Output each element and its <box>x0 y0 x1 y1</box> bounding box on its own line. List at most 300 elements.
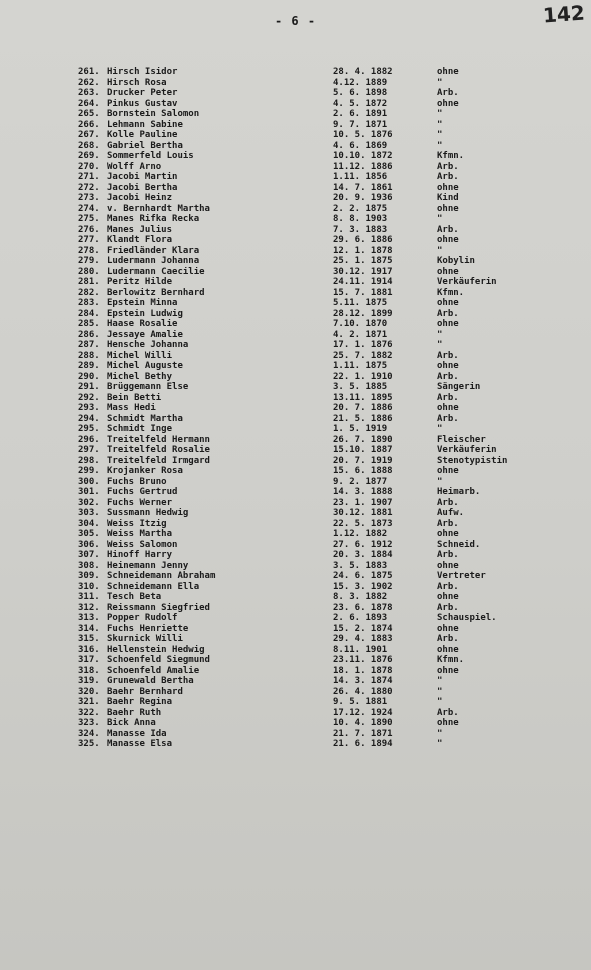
entry-name: Bornstein Salomon <box>107 109 200 119</box>
list-item <box>0 340 591 351</box>
entry-name: Jacobi Heinz <box>107 193 173 203</box>
entry-number: 301. <box>78 487 100 497</box>
list-item <box>0 550 591 561</box>
entry-number: 276. <box>78 224 100 235</box>
list-item <box>0 256 591 267</box>
entry-occupation: " <box>437 739 443 749</box>
entry-date: 5.11. 1875 <box>333 298 388 308</box>
entry-name: Tesch Beta <box>107 592 162 602</box>
entry-occupation: ohne <box>437 592 459 602</box>
entry-number: 273. <box>78 193 100 203</box>
entry-name: Friedländer Klara <box>107 245 200 256</box>
entry-number: 322. <box>78 707 100 718</box>
entry-date: 1.12. 1882 <box>333 529 388 539</box>
entry-number: 290. <box>78 371 100 382</box>
entry-date: 23. 1. 1907 <box>333 497 393 508</box>
list-item <box>0 162 591 173</box>
entry-number: 320. <box>78 686 100 697</box>
list-item <box>0 529 591 540</box>
entry-name: Lehmann Sabine <box>107 119 183 130</box>
entry-number: 304. <box>78 518 100 529</box>
entry-date: 1. 5. 1919 <box>333 424 388 434</box>
entry-name: Reissmann Siegfried <box>107 602 210 613</box>
entry-number: 298. <box>78 455 100 466</box>
list-item <box>0 508 591 519</box>
list-item <box>0 172 591 183</box>
entry-date: 15. 2. 1874 <box>333 623 393 634</box>
entry-number: 286. <box>78 329 100 340</box>
list-item <box>0 109 591 120</box>
entry-number: 264. <box>78 98 100 109</box>
list-item <box>0 330 591 341</box>
entry-occupation: " <box>437 214 443 224</box>
entry-number: 262. <box>78 77 100 88</box>
list-item <box>0 624 591 635</box>
list-item <box>0 309 591 320</box>
entry-number: 265. <box>78 109 100 119</box>
entry-date: 2. 6. 1891 <box>333 109 388 119</box>
entry-occupation: " <box>437 245 443 256</box>
entry-date: 22. 1. 1910 <box>333 371 393 382</box>
entry-number: 282. <box>78 287 100 298</box>
entry-name: Schmidt Inge <box>107 424 173 434</box>
entry-name: Manasse Ida <box>107 728 167 739</box>
entry-number: 310. <box>78 581 100 592</box>
entry-occupation: Arb. <box>437 392 459 403</box>
entry-date: 10. 5. 1876 <box>333 130 393 140</box>
entry-number: 311. <box>78 592 100 602</box>
entry-occupation: Schauspiel. <box>437 613 497 623</box>
entry-occupation: Vertreter <box>437 571 486 581</box>
list-item <box>0 267 591 278</box>
entry-number: 289. <box>78 361 100 371</box>
entry-date: 23. 6. 1878 <box>333 602 393 613</box>
entry-number: 261. <box>78 67 100 77</box>
entry-occupation: Kfmn. <box>437 655 465 665</box>
entry-date: 20. 3. 1884 <box>333 550 393 560</box>
entry-date: 2. 2. 1875 <box>333 203 388 214</box>
entry-date: 22. 5. 1873 <box>333 518 393 529</box>
list-item <box>0 204 591 215</box>
entry-name: Weiss Martha <box>107 529 173 539</box>
entry-number: 315. <box>78 634 100 644</box>
entry-name: Fuchs Werner <box>107 497 173 508</box>
entry-name: Manasse Elsa <box>107 739 173 749</box>
entry-date: 1.11. 1856 <box>333 172 388 182</box>
entry-name: Hensche Johanna <box>107 340 189 350</box>
entry-occupation: Arb. <box>437 581 459 592</box>
entry-name: Baehr Bernhard <box>107 686 183 697</box>
entry-occupation: Verkäuferin <box>437 277 497 287</box>
entry-occupation: ohne <box>437 98 459 109</box>
entry-date: 21. 7. 1871 <box>333 728 393 739</box>
entry-date: 15. 3. 1902 <box>333 581 393 592</box>
entry-occupation: ohne <box>437 182 459 193</box>
list-item <box>0 193 591 204</box>
list-item <box>0 99 591 110</box>
list-item <box>0 645 591 656</box>
entry-number: 305. <box>78 529 100 539</box>
entry-date: 13.11. 1895 <box>333 392 393 403</box>
entry-occupation: Heimarb. <box>437 487 481 497</box>
entry-occupation: ohne <box>437 319 459 329</box>
entry-occupation: Kfmn. <box>437 151 465 161</box>
entry-name: Heinemann Jenny <box>107 560 189 571</box>
entry-number: 321. <box>78 697 100 707</box>
entry-date: 14. 3. 1888 <box>333 487 393 497</box>
entry-date: 27. 6. 1912 <box>333 539 393 550</box>
entry-name: Fuchs Bruno <box>107 476 167 487</box>
entry-name: v. Bernhardt Martha <box>107 203 210 214</box>
entry-number: 283. <box>78 298 100 308</box>
entry-name: Michel Bethy <box>107 371 173 382</box>
list-item <box>0 718 591 729</box>
entry-date: 29. 6. 1886 <box>333 235 393 245</box>
list-item <box>0 582 591 593</box>
entry-number: 279. <box>78 256 100 266</box>
entry-date: 12. 1. 1878 <box>333 245 393 256</box>
entry-name: Popper Rudolf <box>107 613 178 623</box>
entry-date: 15. 7. 1881 <box>333 287 393 298</box>
entry-name: Hinoff Harry <box>107 550 173 560</box>
entry-number: 300. <box>78 476 100 487</box>
entry-occupation: Aufw. <box>437 508 465 518</box>
entry-number: 307. <box>78 550 100 560</box>
entry-occupation: " <box>437 329 443 340</box>
entry-name: Bein Betti <box>107 392 162 403</box>
entry-date: 9. 2. 1877 <box>333 476 388 487</box>
entry-number: 270. <box>78 161 100 172</box>
entry-number: 269. <box>78 151 100 161</box>
entry-occupation: Arb. <box>437 707 459 718</box>
list-item <box>0 435 591 446</box>
list-item <box>0 424 591 435</box>
entry-number: 309. <box>78 571 100 581</box>
entry-date: 15. 6. 1888 <box>333 466 393 476</box>
entry-date: 9. 7. 1871 <box>333 119 388 130</box>
entry-occupation: ohne <box>437 235 459 245</box>
entry-occupation: " <box>437 130 443 140</box>
entry-name: Schoenfeld Amalie <box>107 665 200 676</box>
list-item <box>0 487 591 498</box>
archive-number: 142 <box>542 0 586 28</box>
entry-name: Mass Hedi <box>107 403 156 413</box>
list-item <box>0 466 591 477</box>
entry-date: 20. 7. 1886 <box>333 403 393 413</box>
entry-occupation: ohne <box>437 203 459 214</box>
entry-date: 4. 5. 1872 <box>333 98 388 109</box>
entry-name: Ludermann Caecilie <box>107 266 205 277</box>
entry-name: Weiss Salomon <box>107 539 178 550</box>
entry-number: 263. <box>78 88 100 98</box>
entry-occupation: ohne <box>437 67 459 77</box>
entry-name: Sommerfeld Louis <box>107 151 194 161</box>
entry-date: 10. 4. 1890 <box>333 718 393 728</box>
entry-occupation: ohne <box>437 403 459 413</box>
entry-date: 24. 6. 1875 <box>333 571 393 581</box>
entry-number: 296. <box>78 434 100 445</box>
entry-date: 26. 7. 1890 <box>333 434 393 445</box>
entry-date: 28.12. 1899 <box>333 308 393 319</box>
list-item <box>0 183 591 194</box>
entry-number: 288. <box>78 350 100 361</box>
entry-occupation: Verkäuferin <box>437 445 497 455</box>
list-item <box>0 403 591 414</box>
entry-number: 317. <box>78 655 100 665</box>
entry-number: 294. <box>78 413 100 424</box>
list-item <box>0 151 591 162</box>
list-item <box>0 235 591 246</box>
entry-number: 303. <box>78 508 100 518</box>
list-item <box>0 697 591 708</box>
entry-name: Pinkus Gustav <box>107 98 178 109</box>
entry-occupation: " <box>437 424 443 434</box>
entry-name: Treitelfeld Irmgard <box>107 455 210 466</box>
list-item <box>0 225 591 236</box>
entry-date: 14. 3. 1874 <box>333 676 393 686</box>
entry-number: 313. <box>78 613 100 623</box>
entry-date: 24.11. 1914 <box>333 277 393 287</box>
list-item <box>0 120 591 131</box>
entry-number: 316. <box>78 644 100 655</box>
entry-occupation: " <box>437 676 443 686</box>
list-item <box>0 613 591 624</box>
entry-name: Jacobi Bertha <box>107 182 178 193</box>
entry-date: 21. 6. 1894 <box>333 739 393 749</box>
list-item <box>0 319 591 330</box>
entry-number: 297. <box>78 445 100 455</box>
entry-name: Grunewald Bertha <box>107 676 194 686</box>
list-item <box>0 288 591 299</box>
entry-occupation: ohne <box>437 718 459 728</box>
entry-name: Manes Julius <box>107 224 173 235</box>
entry-date: 8. 3. 1882 <box>333 592 388 602</box>
entry-occupation: Arb. <box>437 497 459 508</box>
entry-date: 3. 5. 1883 <box>333 560 388 571</box>
list-item <box>0 382 591 393</box>
entry-number: 293. <box>78 403 100 413</box>
entry-occupation: Stenotypistin <box>437 455 508 466</box>
list-item <box>0 141 591 152</box>
entry-date: 8. 8. 1903 <box>333 214 388 224</box>
entry-date: 1.11. 1875 <box>333 361 388 371</box>
entry-occupation: Kfmn. <box>437 287 465 298</box>
entry-name: Drucker Peter <box>107 88 178 98</box>
entry-date: 7.10. 1870 <box>333 319 388 329</box>
entry-occupation: " <box>437 140 443 151</box>
entry-number: 266. <box>78 119 100 130</box>
entry-occupation: Kobylin <box>437 256 475 266</box>
entry-number: 292. <box>78 392 100 403</box>
entry-name: Michel Willi <box>107 350 173 361</box>
entry-number: 324. <box>78 728 100 739</box>
entry-occupation: " <box>437 697 443 707</box>
entry-number: 268. <box>78 140 100 151</box>
entry-name: Gabriel Bertha <box>107 140 183 151</box>
entry-occupation: Schneid. <box>437 539 481 550</box>
entry-date: 14. 7. 1861 <box>333 182 393 193</box>
entry-occupation: Arb. <box>437 371 459 382</box>
entry-number: 308. <box>78 560 100 571</box>
list-item <box>0 78 591 89</box>
entry-date: 25. 7. 1882 <box>333 350 393 361</box>
entry-name: Michel Auguste <box>107 361 183 371</box>
name-list <box>0 67 591 750</box>
entry-date: 4. 2. 1871 <box>333 329 388 340</box>
entry-number: 318. <box>78 665 100 676</box>
list-item <box>0 687 591 698</box>
list-item <box>0 88 591 99</box>
entry-name: Jacobi Martin <box>107 172 178 182</box>
entry-number: 285. <box>78 319 100 329</box>
list-item <box>0 666 591 677</box>
list-item <box>0 298 591 309</box>
entry-number: 302. <box>78 497 100 508</box>
entry-occupation: " <box>437 77 443 88</box>
entry-name: Epstein Ludwig <box>107 308 183 319</box>
list-item <box>0 477 591 488</box>
entry-date: 11.12. 1886 <box>333 161 393 172</box>
list-item <box>0 655 591 666</box>
entry-name: Schneidemann Abraham <box>107 571 216 581</box>
entry-number: 280. <box>78 266 100 277</box>
page-header: - 6 - <box>274 14 317 28</box>
entry-number: 325. <box>78 739 100 749</box>
entry-name: Schneidemann Ella <box>107 581 200 592</box>
entry-date: 26. 4. 1880 <box>333 686 393 697</box>
list-item <box>0 676 591 687</box>
entry-name: Wolff Arno <box>107 161 162 172</box>
entry-occupation: ohne <box>437 466 459 476</box>
entry-number: 295. <box>78 424 100 434</box>
list-item <box>0 246 591 257</box>
entry-number: 319. <box>78 676 100 686</box>
entry-occupation: Sängerin <box>437 382 481 392</box>
list-item <box>0 130 591 141</box>
entry-date: 28. 4. 1882 <box>333 67 393 77</box>
entry-occupation: ohne <box>437 665 459 676</box>
list-item <box>0 351 591 362</box>
list-item <box>0 456 591 467</box>
entry-name: Haase Rosalie <box>107 319 178 329</box>
entry-number: 275. <box>78 214 100 224</box>
entry-name: Treitelfeld Hermann <box>107 434 210 445</box>
entry-occupation: Arb. <box>437 413 459 424</box>
entry-date: 29. 4. 1883 <box>333 634 393 644</box>
entry-name: Ludermann Johanna <box>107 256 200 266</box>
list-item <box>0 540 591 551</box>
entry-occupation: " <box>437 476 443 487</box>
list-item <box>0 361 591 372</box>
entry-name: Weiss Itzig <box>107 518 167 529</box>
entry-date: 17. 1. 1876 <box>333 340 393 350</box>
entry-number: 284. <box>78 308 100 319</box>
entry-occupation: ohne <box>437 298 459 308</box>
entry-occupation: Arb. <box>437 518 459 529</box>
entry-date: 21. 5. 1886 <box>333 413 393 424</box>
entry-name: Hellenstein Hedwig <box>107 644 205 655</box>
entry-number: 323. <box>78 718 100 728</box>
entry-name: Fuchs Gertrud <box>107 487 178 497</box>
entry-occupation: Fleischer <box>437 434 486 445</box>
list-item <box>0 498 591 509</box>
entry-name: Klandt Flora <box>107 235 173 245</box>
entry-date: 30.12. 1917 <box>333 266 393 277</box>
entry-number: 278. <box>78 245 100 256</box>
entry-date: 4.12. 1889 <box>333 77 388 88</box>
entry-occupation: Kind <box>437 193 459 203</box>
entry-name: Bick Anna <box>107 718 156 728</box>
entry-name: Krojanker Rosa <box>107 466 183 476</box>
entry-name: Manes Rifka Recka <box>107 214 200 224</box>
entry-occupation: ohne <box>437 623 459 634</box>
entry-occupation: Arb. <box>437 550 459 560</box>
list-item <box>0 708 591 719</box>
entry-name: Treitelfeld Rosalie <box>107 445 210 455</box>
entry-date: 30.12. 1881 <box>333 508 393 518</box>
list-item <box>0 634 591 645</box>
entry-name: Peritz Hilde <box>107 277 173 287</box>
list-item <box>0 445 591 456</box>
entry-occupation: " <box>437 109 443 119</box>
entry-occupation: Arb. <box>437 224 459 235</box>
entry-date: 20. 7. 1919 <box>333 455 393 466</box>
list-item <box>0 571 591 582</box>
entry-date: 25. 1. 1875 <box>333 256 393 266</box>
entry-occupation: ohne <box>437 560 459 571</box>
entry-name: Kolle Pauline <box>107 130 178 140</box>
entry-date: 7. 3. 1883 <box>333 224 388 235</box>
entry-date: 10.10. 1872 <box>333 151 393 161</box>
entry-date: 18. 1. 1878 <box>333 665 393 676</box>
entry-name: Hirsch Rosa <box>107 77 167 88</box>
entry-occupation: ohne <box>437 361 459 371</box>
entry-number: 306. <box>78 539 100 550</box>
entry-name: Epstein Minna <box>107 298 178 308</box>
entry-date: 15.10. 1887 <box>333 445 393 455</box>
list-item <box>0 729 591 740</box>
entry-name: Brüggemann Else <box>107 382 189 392</box>
entry-date: 17.12. 1924 <box>333 707 393 718</box>
entry-name: Schoenfeld Siegmund <box>107 655 210 665</box>
entry-number: 271. <box>78 172 100 182</box>
entry-occupation: Arb. <box>437 350 459 361</box>
entry-number: 299. <box>78 466 100 476</box>
entry-name: Fuchs Henriette <box>107 623 189 634</box>
entry-date: 2. 6. 1893 <box>333 613 388 623</box>
entry-occupation: Arb. <box>437 634 459 644</box>
entry-occupation: ohne <box>437 266 459 277</box>
entry-date: 20. 9. 1936 <box>333 193 393 203</box>
entry-number: 291. <box>78 382 100 392</box>
entry-occupation: " <box>437 119 443 130</box>
list-item <box>0 372 591 383</box>
entry-name: Skurnick Willi <box>107 634 183 644</box>
entry-occupation: ohne <box>437 529 459 539</box>
entry-number: 281. <box>78 277 100 287</box>
entry-date: 23.11. 1876 <box>333 655 393 665</box>
entry-name: Baehr Ruth <box>107 707 162 718</box>
entry-name: Baehr Regina <box>107 697 173 707</box>
list-item <box>0 603 591 614</box>
entry-occupation: " <box>437 686 443 697</box>
entry-name: Sussmann Hedwig <box>107 508 189 518</box>
entry-date: 4. 6. 1869 <box>333 140 388 151</box>
entry-date: 8.11. 1901 <box>333 644 388 655</box>
list-item <box>0 67 591 78</box>
entry-occupation: Arb. <box>437 88 459 98</box>
entry-number: 277. <box>78 235 100 245</box>
